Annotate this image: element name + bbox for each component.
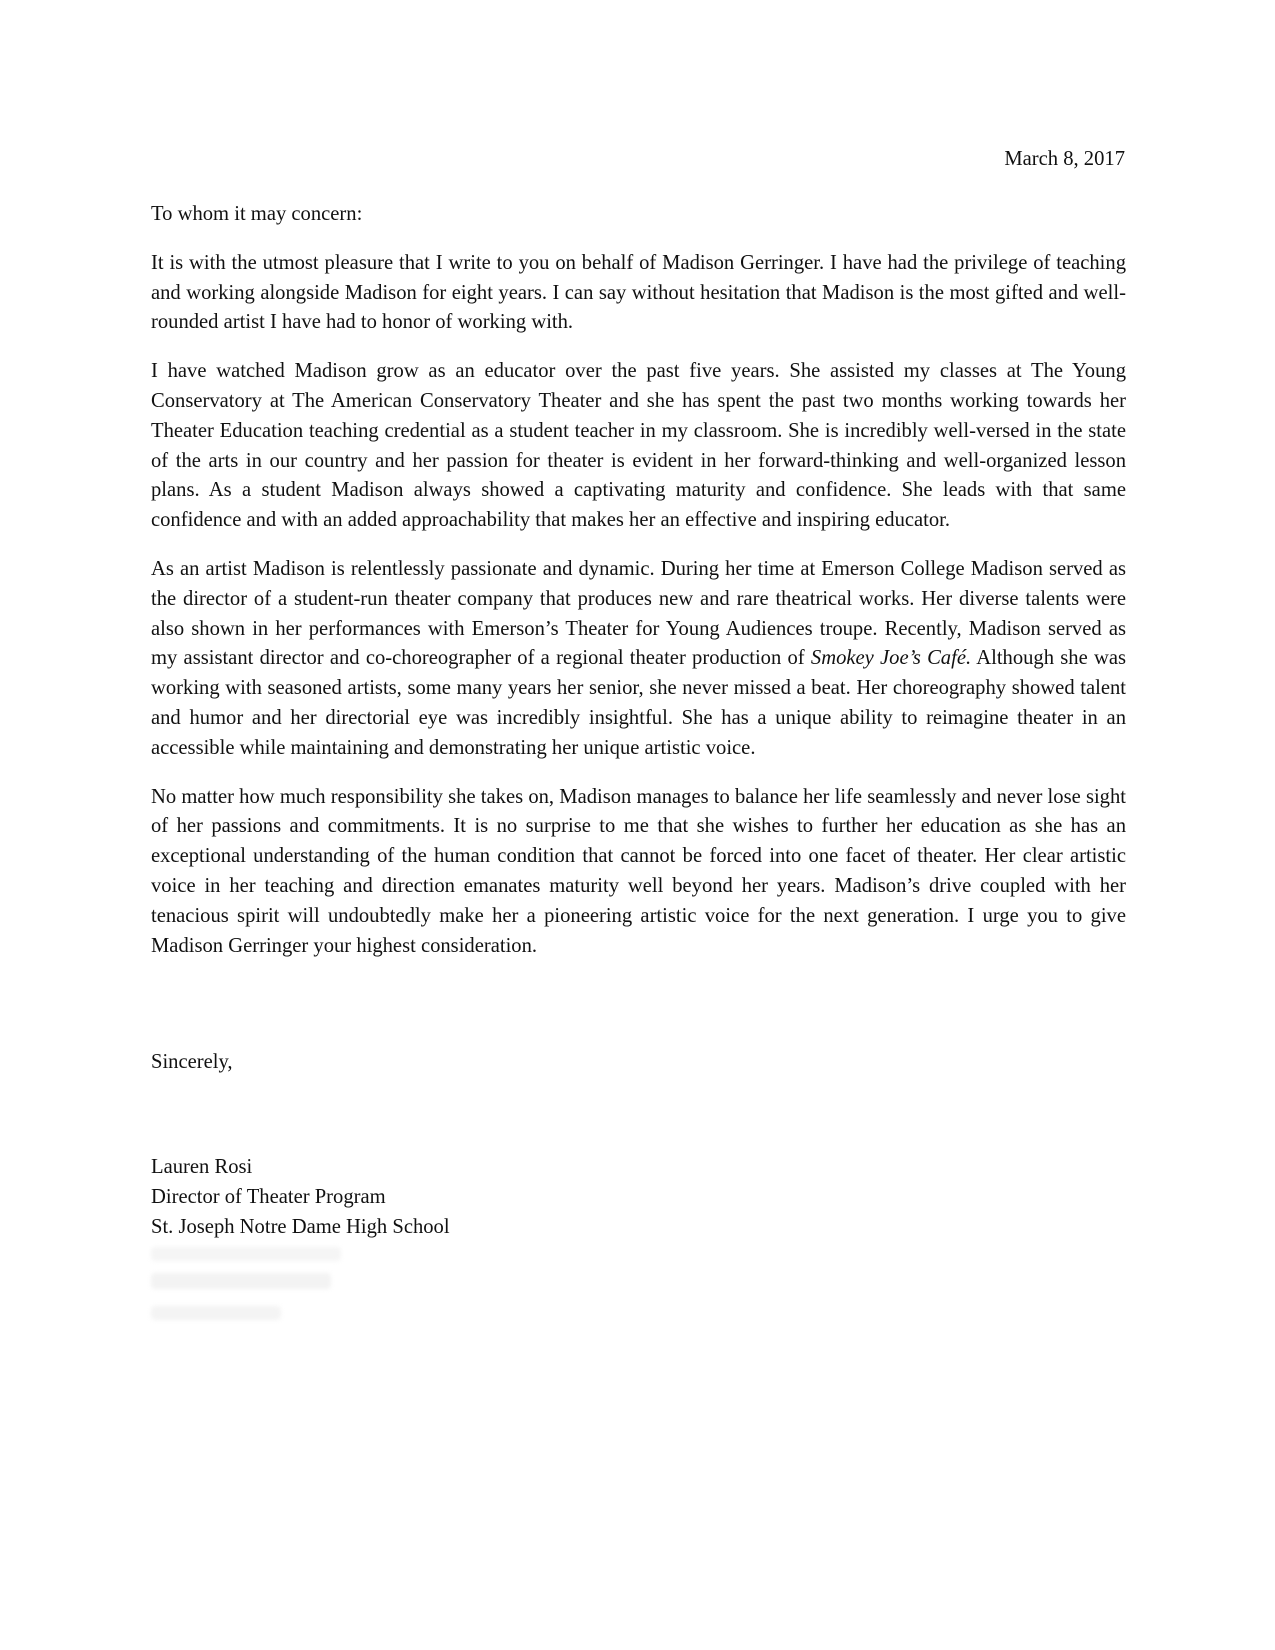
paragraph-artist: [151, 555, 1126, 764]
redacted-contact-line: [151, 1306, 281, 1320]
paragraph-educator: I have watched Madison grow as an educator over the past five years. She assisted my classes at The Young Conservatory at The American Conservatory Theater and she has spent the past two months working towards her Theater Education teaching credential as a student teacher in my classroom. She is incredibly well-versed in the state of the arts in our country and her passion for theater is evident in her forward-thinking and well-organized lesson plans. As a student Madison always showed a captivating maturity and confidence. She leads with that same confidence and with an added approachability that makes her an effective and inspiring educator.: [151, 360, 1126, 532]
closing: Sincerely,: [151, 1051, 233, 1073]
signer-organization: St. Joseph Notre Dame High School: [151, 1215, 450, 1238]
redacted-contact-line: [151, 1247, 341, 1261]
paragraph-artist-text-after: Although she was working with seasoned artists, some many years her senior, she never missed a beat. Her choreography showed talent and humor and her directorial eye was incredibly insightful. She has a unique ability to reimagine theater in an accessible while maintaining and demonstrating her unique artistic voice.: [151, 647, 1126, 759]
paragraph-introduction: It is with the utmost pleasure that I write to you on behalf of Madison Gerringer. I have had the privilege of teaching and working alongside Madison for eight years. I can say without hesitation that Madison is the most gifted and well-rounded artist I have had to honor of working with.: [151, 251, 1126, 334]
signature-block: [151, 1153, 450, 1242]
salutation: To whom it may concern:: [151, 203, 363, 225]
redacted-contact-line: [151, 1273, 331, 1289]
signer-title: Director of Theater Program: [151, 1185, 386, 1208]
letter-date: March 8, 2017: [1004, 148, 1125, 170]
paragraph-artist-text-before: As an artist Madison is relentlessly passionate and dynamic. During her time at Emerson College Madison served as the director of a student-run theater company that produces new and rare theatrical works. Her diverse talents were also shown in her performances with Emerson’s Theater for Young Audiences troupe. Recently, Madison served as my assistant director and co-choreographer of a regional theater production of: [151, 557, 1126, 670]
signer-name: Lauren Rosi: [151, 1156, 253, 1178]
paragraph-conclusion: No matter how much responsibility she takes on, Madison manages to balance her life seamlessly and never lose sight of her passions and commitments. It is no surprise to me that she wishes to further her education as she has an exceptional understanding of the human condition that cannot be forced into one facet of theater. Her clear artistic voice in her teaching and direction emanates maturity well beyond her years. Madison’s drive coupled with her tenacious spirit will undoubtedly make her a pioneering artistic voice for the next generation. I urge you to give Madison Gerringer your highest consideration.: [151, 785, 1126, 957]
production-title: Smokey Joe’s Café.: [810, 647, 972, 670]
letter-body: [151, 200, 1126, 980]
